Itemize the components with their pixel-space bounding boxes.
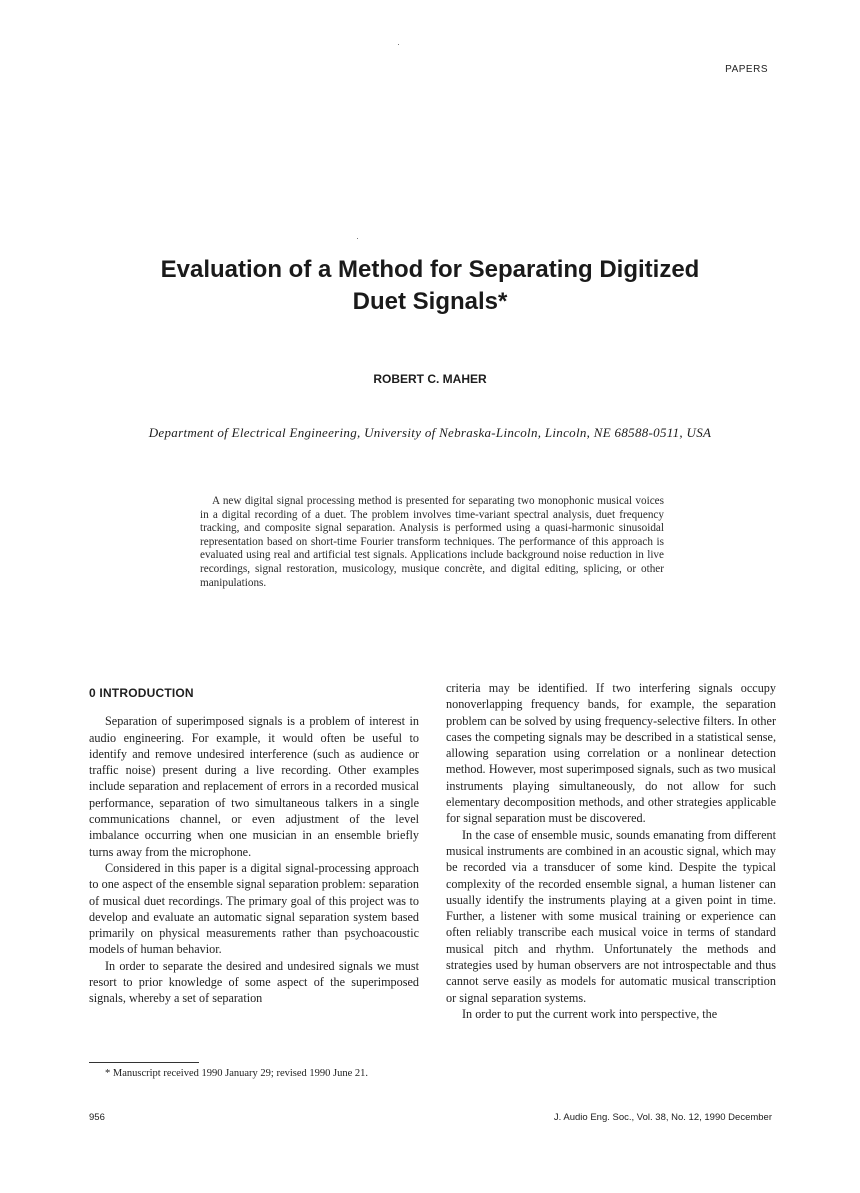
paper-title bbox=[0, 254, 860, 318]
body-paragraph: criteria may be identified. If two interfering signals occupy nonoverlapping frequency bands, for example, the separation problem can be solved by using frequency-selective filters. In other cases the competing signals may be described in a statistical sense, allowing separation using correlation or a nonlinear detection method. However, most superimposed signals, such as two musical instruments playing simultaneously, do not allow for such elementary decomposition methods, and other strategies applicable for signal separation must be discovered. bbox=[446, 681, 776, 826]
journal-reference: J. Audio Eng. Soc., Vol. 38, No. 12, 1990 December bbox=[553, 1112, 772, 1123]
author-name: ROBERT C. MAHER bbox=[373, 372, 487, 386]
paper-title-line-2: Duet Signals* bbox=[352, 288, 508, 315]
body-paragraph: In order to put the current work into perspective, the bbox=[462, 1006, 718, 1021]
body-paragraph: In the case of ensemble music, sounds emanating from different musical instruments are combined in an acoustic signal, which may be recorded via a transducer of some kind. Despite the typical complexity of the recorded ensemble signal, a human listener can usually identify the instruments playing at a given point in time. Further, a listener with some musical training or experience can often reliably transcribe each musical voice in terms of standard musical pitch and rhythm. Unfortunately the methods and strategies used by human observers are not introspectable and thus cannot serve easily as models for automatic musical transcription or signal separation systems. bbox=[446, 827, 776, 1005]
right-column bbox=[446, 680, 776, 1022]
section-heading: 0 INTRODUCTION bbox=[89, 686, 194, 700]
scan-speck bbox=[357, 238, 358, 239]
page-number: 956 bbox=[89, 1112, 105, 1123]
paper-title-line-1: Evaluation of a Method for Separating Digitized bbox=[160, 256, 700, 283]
left-column bbox=[89, 685, 419, 1007]
section-label: PAPERS bbox=[725, 64, 768, 75]
body-paragraph: Separation of superimposed signals is a problem of interest in audio engineering. For example, it would often be useful to identify and remove undesired interference (such as audience or traffic noise) present during a live recording. Other examples include separation and replacement of errors in a recorded musical performance, separation of two simultaneous talkers in a single communications channel, or even adjustment of the level imbalance occurring when one musician in an ensemble briefly turns away from the microphone. bbox=[89, 714, 419, 859]
body-paragraph: In order to separate the desired and undesired signals we must resort to prior knowledge of some aspect of the superimposed signals, whereby a set of separation bbox=[89, 958, 419, 1006]
scan-speck bbox=[398, 44, 399, 45]
footnote: * Manuscript received 1990 January 29; revised 1990 June 21. bbox=[105, 1068, 369, 1079]
abstract: A new digital signal processing method is presented for separating two monophonic musical voices in a digital recording of a duet. The problem involves time-variant spectral analysis, duet frequency tracking, and composite signal separation. Analysis is performed using a quasi-harmonic sinusoidal representation based on short-time Fourier transform techniques. The performance of this approach is evaluated using real and artificial test signals. Applications include background noise reduction in live recordings, signal restoration, musicology, musique concrète, and digital editing, splicing, or other manipulations. bbox=[200, 495, 664, 589]
body-paragraph: Considered in this paper is a digital signal-processing approach to one aspect of the ensemble signal separation problem: separation of musical duet recordings. The primary goal of this project was to develop and evaluate an automatic signal separation system based primarily on physical measurements rather than psychoacoustic models of human behavior. bbox=[89, 860, 419, 957]
author-affiliation: Department of Electrical Engineering, University of Nebraska-Lincoln, Lincoln, NE 68588-0511, USA bbox=[148, 425, 712, 440]
footnote-rule bbox=[89, 1062, 199, 1063]
